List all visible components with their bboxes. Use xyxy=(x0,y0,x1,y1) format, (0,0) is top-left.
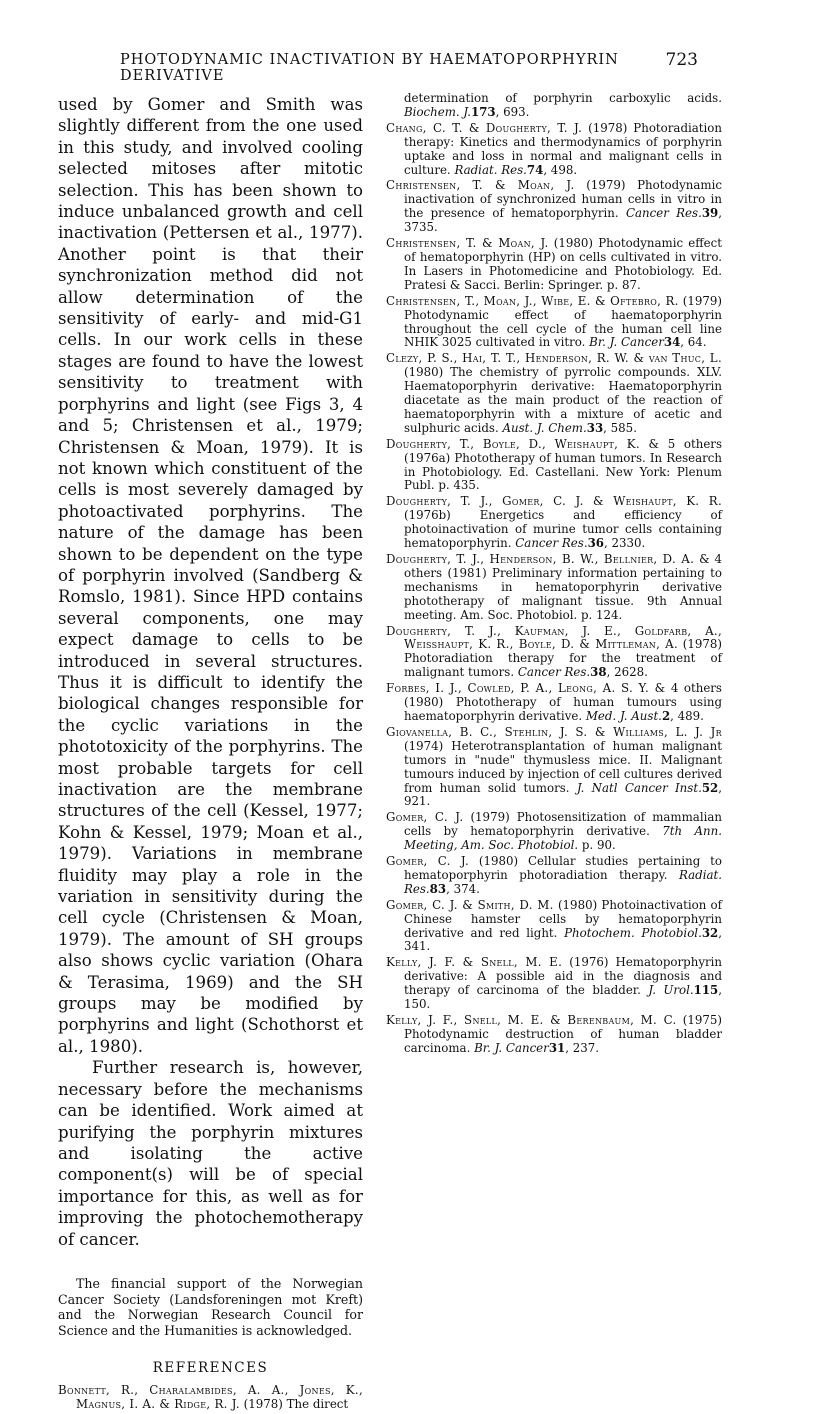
reference-volume: 39 xyxy=(701,206,719,221)
reference-journal: Cancer Res. xyxy=(517,665,591,680)
reference-entry xyxy=(386,295,722,351)
reference-authors: Clezy, P. S., Hai, T. T., Henderson, R. W. & van Thuc, L. xyxy=(386,351,722,366)
reference-text: (1980) Cellular studies pertaining to hematoporphyrin photoradiation therapy. xyxy=(404,854,722,882)
reference-entry xyxy=(386,855,722,897)
reference-authors: Dougherty, T., Boyle, D., Weishaupt, K. & 5 xyxy=(386,436,676,451)
reference-journal: Radiat. Res. xyxy=(454,162,527,177)
reference-entry xyxy=(386,899,722,955)
references-list-right xyxy=(386,92,722,1056)
reference-volume: 38 xyxy=(590,665,607,680)
reference-entry xyxy=(386,122,722,178)
reference-text: (1975) Photodynamic destruction of human bladder carcinoma. xyxy=(404,1013,722,1055)
reference-authors: Forbes, I. J., Cowled, P. A., Leong, A. S. Y. & 4 xyxy=(386,681,679,696)
reference-pages: , 150. xyxy=(404,983,722,1012)
reference-pages: , 64. xyxy=(680,335,707,350)
reference-authors: Christensen, T. & Moan, J. xyxy=(386,236,549,251)
reference-text: (1974) Heterotransplantation of human malignant tumors in "nude" thymusless mice. II. Malignant tumours induced by injection of cell cultures derived from human solid tumors. xyxy=(404,738,722,795)
reference-entry xyxy=(386,1014,722,1056)
reference-authors: Dougherty, T. J., Kaufman, J. E., Goldfarb, A., Weisshaupt, K. R., Boyle, D. & Mittleman, A. xyxy=(386,623,722,652)
body-paragraph-1: used by Gomer and Smith was slightly different from the one used in this study, and involved cooling selected mitoses after mitotic selection. This has been shown to induce unbalanced growth and cell inactivation (Pettersen et al., 1977). Another point is that their synchronization method did not allow determination of the sensitivity of early- and mid-G1 cells. In our work cells in these stages are found to have the lowest sensitivity to treatment with porphyrins and light (see Figs 3, 4 and 5; Christensen et al., 1979; Christensen & Moan, 1979). It is not known which constituent of the cells is most severely damaged by photoactivated porphyrins. The nature of the damage has been shown to be dependent on the type of porphyrin involved (Sandberg & Romslo, 1981). Since HPD contains several components, one may expect damage to cells to be introduced in several structures. Thus it is difficult to identify the biological changes responsible for the cyclic variations in the phototoxicity of the porphyrins. The most probable targets for cell inactivation are the membrane structures of the cell (Kessel, 1977; Kohn & Kessel, 1979; Moan et al., 1979). Variations in membrane fluidity may play a role in the variation in sensitivity during the cell cycle (Christensen & Moan, 1979). The amount of SH groups also shows cyclic variation (Ohara & Terasima, 1969) and the SH groups may be modified by porphyrins and light (Schothorst et al., 1980). xyxy=(58,95,363,1056)
reference-authors: Dougherty, T. J., Gomer, C. J. & Weishaupt, K. R. xyxy=(386,494,722,509)
reference-authors: Christensen, T., Moan, J., Wibe, E. & Oftebro, R. xyxy=(386,293,679,308)
reference-pages: , 489. xyxy=(670,708,704,723)
reference-volume: 74 xyxy=(526,162,544,177)
reference-authors: Kelly, J. F., Snell, M. E. & Berenbaum, M. C. xyxy=(386,1013,677,1027)
reference-volume: 31 xyxy=(548,1040,566,1055)
reference-journal: Photochem. Photobiol. xyxy=(564,925,702,940)
reference-entry xyxy=(386,237,722,293)
reference-pages: , 3735. xyxy=(404,206,722,235)
reference-authors: Chang, C. T. & Dougherty, T. J. xyxy=(386,120,583,135)
reference-entry xyxy=(386,352,722,435)
reference-pages: , 498. xyxy=(543,162,578,177)
reference-text: (1978) Photoradiation therapy for the treatment of malignant tumors. xyxy=(404,637,722,680)
acknowledgement: The financial support of the Norwegian Cancer Society (Landsforeningen mot Kreft) and the Norwegian Research Council for Science and the Humanities is acknowledged. xyxy=(58,1275,363,1338)
reference-volume: 83 xyxy=(429,881,447,896)
reference-pages: , 693. xyxy=(495,104,530,119)
reference-text: (1979) Photodynamic inactivation of synchronized human cells in vitro in the presence of hematoporphyrin. xyxy=(404,178,723,221)
reference-pages: , 585. xyxy=(603,420,637,435)
reference-text: (1980) Photodynamic effect of hematoporphyrin (HP) on cells cultivated in vitro. In Lasers in Photomedicine and Photobiology. Ed. Pratesi & Sacci. Berlin: Springer. p. 87. xyxy=(404,236,723,292)
reference-text: (1978) Photoradiation therapy: Kinetics and thermodynamics of porphyrin uptake and loss in normal and malignant cells in culture. xyxy=(404,120,723,177)
body-paragraph-2: Further research is, however, necessary before the mechanisms can be identified. Work aimed at purifying the porphyrin mixtures and isolating the active component(s) will be of special importance for this, as well as for improving the photochemotherapy of cancer. xyxy=(58,1058,363,1249)
reference-entry xyxy=(386,438,722,494)
reference-journal: J. Natl Cancer Inst. xyxy=(576,780,702,795)
reference-volume: 36 xyxy=(587,536,604,551)
reference-entry xyxy=(386,682,722,724)
reference-volume: 32 xyxy=(701,925,719,940)
reference-pages: , 341. xyxy=(404,925,722,954)
reference-authors: Dougherty, T. J., Henderson, B. W., Bellnier, D. A. xyxy=(386,552,695,566)
reference-authors: Gomer, C. J. xyxy=(386,854,470,869)
reference-entry xyxy=(386,92,722,120)
reference-text: (1980) Photoinactivation of Chinese hamster cells by hematoporphyrin derivative and red light. xyxy=(404,897,722,940)
reference-pages: , 2628. xyxy=(606,665,648,680)
reference-entry xyxy=(386,811,722,853)
reference-volume: 52 xyxy=(701,780,719,795)
reference-text: (1979) Photodynamic effect of haematoporphyrin throughout the cell cycle of the human cell line NHIK 3025 cultivated in vitro. xyxy=(404,293,722,350)
reference-entry xyxy=(386,553,722,623)
reference-entry xyxy=(386,726,722,809)
reference-text: (1979) Photosensitization of mammalian cells by hematoporphyrin derivative. xyxy=(404,810,722,839)
reference-volume: 33 xyxy=(586,420,604,435)
reference-journal: Biochem. J. xyxy=(404,104,471,119)
reference-pages: p. 90. xyxy=(578,838,616,853)
reference-pages: , 374. xyxy=(446,881,480,896)
reference-journal: Br. J. Cancer xyxy=(589,335,664,350)
reference-journal: Med. J. Aust. xyxy=(585,708,662,723)
reference-entry xyxy=(386,956,722,1012)
reference-journal: 7th Ann. Meeting, Am. Soc. Photobiol. xyxy=(404,824,722,853)
reference-journal: Radiat. Res. xyxy=(404,867,722,896)
reference-text: & 4 others (1981) Preliminary information pertaining to mechanisms in hematoporphyrin derivative phototherapy of malignant tissue. 9th Annual meeting. Am. Soc. Photobiol. p. 124. xyxy=(404,552,722,622)
reference-journal: Cancer Res. xyxy=(625,206,702,221)
reference-text: determination of porphyrin carboxylic acids. xyxy=(404,91,722,105)
reference-journal: J. Urol. xyxy=(648,983,694,998)
reference-pages: , 921. xyxy=(404,780,722,809)
reference-text: (1978) The direct xyxy=(239,1397,349,1412)
reference-volume: 115 xyxy=(693,983,719,998)
reference-volume: 173 xyxy=(470,104,496,119)
running-header xyxy=(64,50,698,84)
reference-pages: , 2330. xyxy=(604,536,646,551)
reference-text: (1976) Hematoporphyrin derivative: A possible aid in the diagnosis and therapy of carcinoma of the bladder. xyxy=(404,955,722,998)
references-heading: REFERENCES xyxy=(152,1360,269,1377)
reference-text: others (1980) Phototherapy of human tumours using haematoporphyrin derivative. xyxy=(404,681,722,723)
reference-text: others (1976a) Phototherapy of human tumors. In Research in Photobiology. Ed. Castellani. New York: Plenum Publ. p. 435. xyxy=(404,436,722,493)
reference-entry xyxy=(386,625,722,681)
reference-entry xyxy=(58,1384,363,1412)
reference-authors: Gomer, C. J. xyxy=(386,810,464,825)
page-number: 723 xyxy=(665,50,698,70)
reference-journal: Aust. J. Chem. xyxy=(502,420,587,435)
reference-authors: Christensen, T. & Moan, J. xyxy=(386,178,575,193)
reference-journal: Cancer Res. xyxy=(515,536,588,551)
reference-authors: Giovanella, B. C., Stehlin, J. S. & Williams, L. J. Jr xyxy=(386,724,722,739)
reference-authors: Gomer, C. J. & Smith, D. M. xyxy=(386,897,554,912)
reference-journal: Br. J. Cancer xyxy=(474,1040,549,1055)
reference-entry xyxy=(386,495,722,551)
reference-text: (1980) The chemistry of pyrrolic compounds. XLV. Haematoporphyrin derivative: Haematoporphyrin diacetate as the main product of the reaction of haematoporphyrin with a mixture of acetic and sulphuric acids. xyxy=(404,365,722,435)
reference-pages: , 237. xyxy=(565,1040,600,1055)
reference-volume: 2 xyxy=(661,708,671,723)
reference-volume: 34 xyxy=(663,335,681,350)
left-column xyxy=(58,94,363,1414)
reference-entry xyxy=(386,179,722,235)
reference-text: (1976b) Energetics and efficiency of photoinactivation of murine tumor cells containing hematoporphyrin. xyxy=(404,508,722,551)
reference-authors: Kelly, J. F. & Snell, M. E. xyxy=(386,955,563,970)
right-column xyxy=(386,92,722,1058)
running-title: PHOTODYNAMIC INACTIVATION BY HAEMATOPORPHYRIN DERIVATIVE xyxy=(120,52,619,84)
references-list-left xyxy=(58,1384,363,1412)
reference-authors: Bonnett, R., Charalambides, A. A., Jones, K., Magnus, I. A. & Ridge, R. J. xyxy=(58,1383,363,1412)
